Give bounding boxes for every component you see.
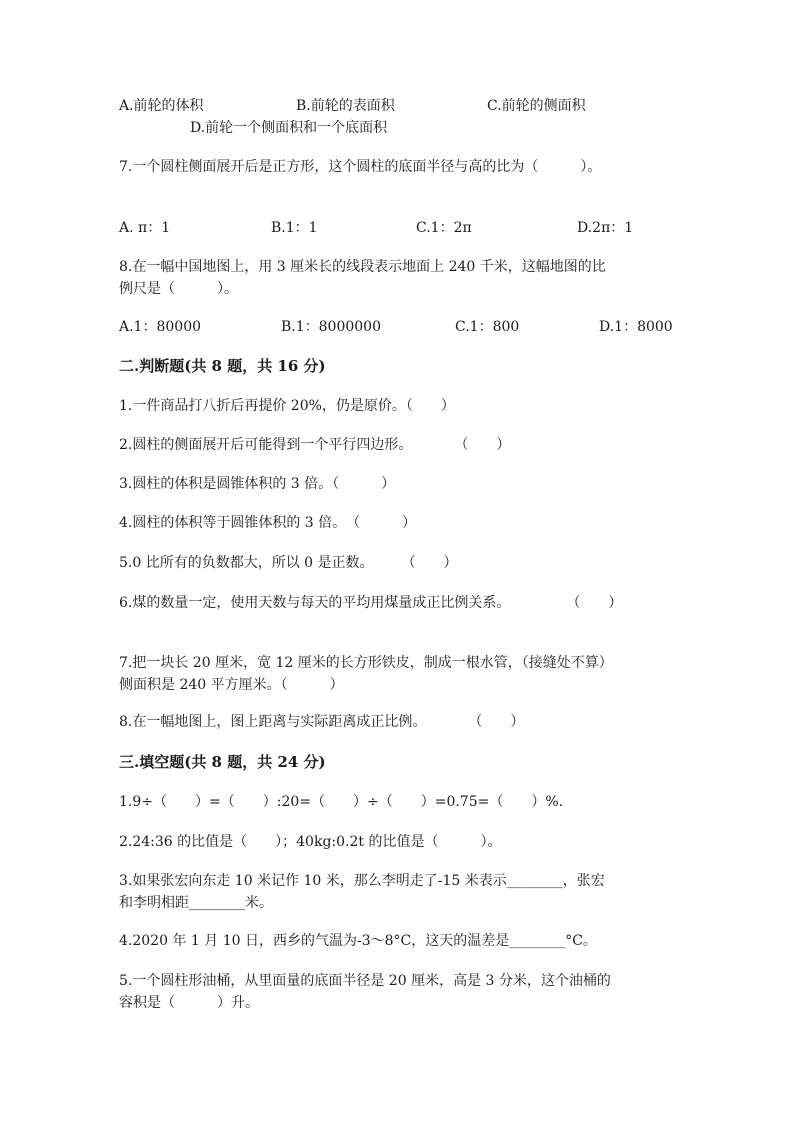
fill-item-4: 4.2020 年 1 月 10 日，西乡的气温为-3～8°C，这天的温差是________°C。 bbox=[119, 933, 597, 949]
option-8a: A.1：80000 bbox=[119, 319, 202, 335]
option-8d: D.1：8000 bbox=[599, 319, 673, 335]
fill-item-5-line1: 5.一个圆柱形油桶，从里面量的底面半径是 20 厘米，高是 3 分米，这个油桶的 bbox=[119, 973, 611, 989]
question-8-line1: 8.在一幅中国地图上，用 3 厘米长的线段表示地面上 240 千米，这幅地图的比 bbox=[119, 259, 606, 275]
option-6c: C.前轮的侧面积 bbox=[487, 98, 586, 114]
option-7c: C.1：2π bbox=[416, 220, 472, 236]
option-6b: B.前轮的表面积 bbox=[296, 98, 395, 114]
fill-item-3-line2: 和李明相距________米。 bbox=[119, 895, 273, 911]
judgement-item-7-line1: 7.把一块长 20 厘米，宽 12 厘米的长方形铁皮，制成一根水管，（接缝处不算） bbox=[119, 655, 613, 671]
judgement-item-8: 8.在一幅地图上，图上距离与实际距离成正比例。 （ ） bbox=[119, 714, 525, 730]
fill-item-2: 2.24:36 的比值是（ ）；40kg:0.2t 的比值是（ ）。 bbox=[119, 834, 502, 850]
judgement-item-2: 2.圆柱的侧面展开后可能得到一个平行四边形。 （ ） bbox=[119, 437, 511, 453]
judgement-item-3: 3.圆柱的体积是圆锥体积的 3 倍。（ ） bbox=[119, 476, 396, 492]
option-7b: B.1：1 bbox=[271, 220, 318, 236]
judgement-item-5: 5.0 比所有的负数都大，所以 0 是正数。 （ ） bbox=[119, 555, 458, 571]
fill-item-1: 1.9÷（ ）=（ ）:20=（ ）÷（ ）=0.75=（ ）%. bbox=[119, 794, 564, 810]
option-6d: D.前轮一个侧面积和一个底面积 bbox=[190, 120, 388, 136]
question-8-line2: 例尺是（ ）。 bbox=[119, 281, 238, 297]
judgement-item-4: 4.圆柱的体积等于圆锥体积的 3 倍。 （ ） bbox=[119, 515, 417, 531]
option-8b: B.1：8000000 bbox=[281, 319, 381, 335]
section-2-title: 二.判断题(共 8 题，共 16 分) bbox=[119, 357, 326, 375]
fill-item-5-line2: 容积是（ ）升。 bbox=[119, 995, 259, 1011]
judgement-item-6: 6.煤的数量一定，使用天数与每天的平均用煤量成正比例关系。 （ ） bbox=[119, 595, 623, 611]
option-7a: A. π：1 bbox=[119, 220, 171, 236]
option-7d: D.2π：1 bbox=[577, 220, 634, 236]
section-3-title: 三.填空题(共 8 题，共 24 分) bbox=[119, 753, 326, 771]
option-8c: C.1：800 bbox=[455, 319, 520, 335]
question-7-stem: 7.一个圆柱侧面展开后是正方形，这个圆柱的底面半径与高的比为（ ）。 bbox=[119, 159, 602, 175]
judgement-item-7-line2: 侧面积是 240 平方厘米。（ ） bbox=[119, 677, 344, 693]
option-6a: A.前轮的体积 bbox=[119, 98, 204, 114]
fill-item-3-line1: 3.如果张宏向东走 10 米记作 10 米，那么李明走了-15 米表示________，张宏 bbox=[119, 873, 605, 889]
judgement-item-1: 1.一件商品打八折后再提价 20%，仍是原价。（ ） bbox=[119, 398, 455, 414]
